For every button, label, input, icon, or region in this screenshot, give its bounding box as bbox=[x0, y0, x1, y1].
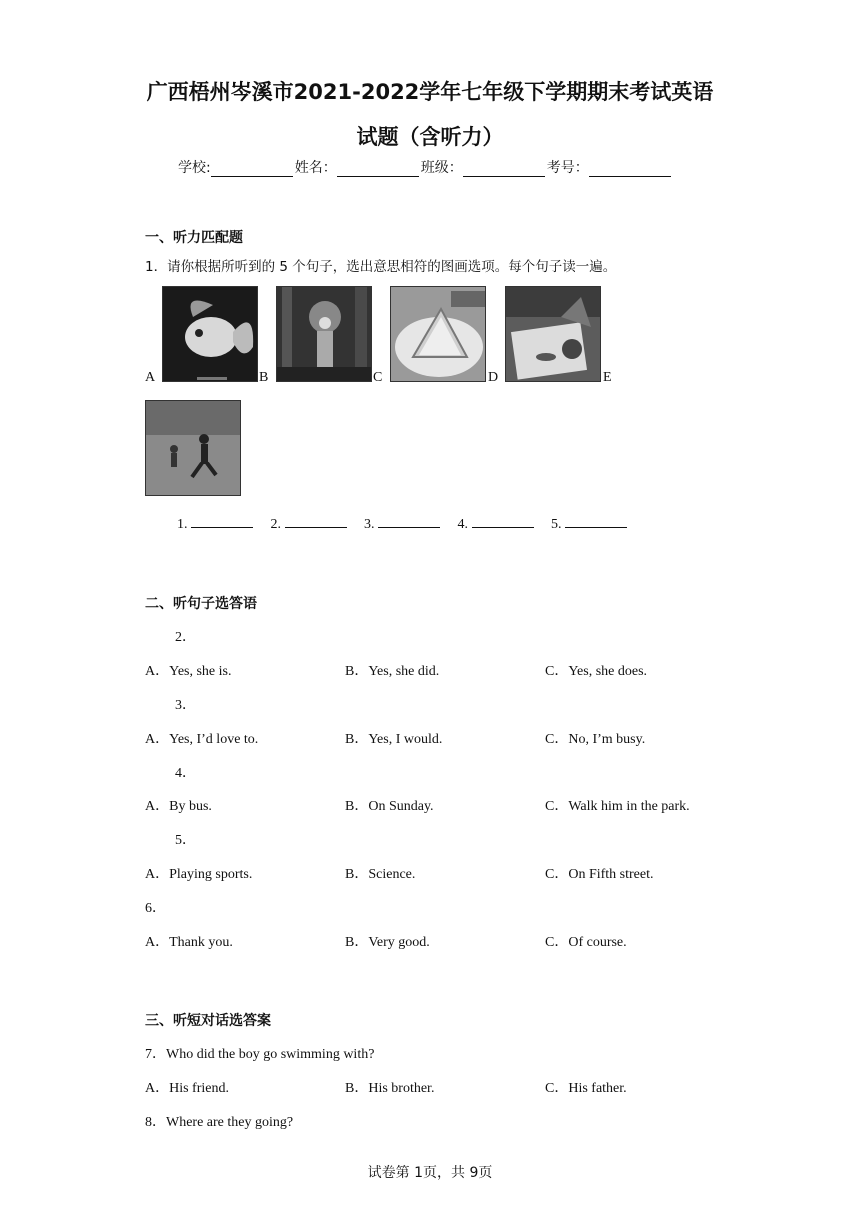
option-a[interactable]: A．By bus. bbox=[145, 799, 212, 814]
option-c[interactable]: C．No, I’m busy. bbox=[545, 732, 646, 747]
option-a[interactable]: A．Yes, she is. bbox=[145, 664, 232, 679]
question7-text: 7．Who did the boy go swimming with? bbox=[145, 1047, 375, 1062]
image-letter-d: D bbox=[488, 370, 499, 385]
option-a[interactable]: A．His friend. bbox=[145, 1081, 229, 1096]
option-c[interactable]: C．Yes, she does. bbox=[545, 664, 648, 679]
answer-blank-2[interactable] bbox=[285, 514, 347, 528]
blank-number: 2. bbox=[270, 517, 281, 532]
blank-number: 3. bbox=[364, 517, 375, 532]
exam-no-blank[interactable] bbox=[589, 162, 671, 177]
school-label: 学校: bbox=[178, 160, 211, 176]
question-number: 2． bbox=[175, 630, 196, 645]
ice-skating-photo-icon bbox=[145, 400, 241, 496]
section2-heading: 二、听句子选答语 bbox=[145, 596, 257, 612]
answer-blank-1[interactable] bbox=[191, 514, 253, 528]
answer-blanks-row bbox=[175, 514, 639, 533]
question-number: 6． bbox=[145, 901, 166, 916]
answer-blank-3[interactable] bbox=[378, 514, 440, 528]
option-a[interactable]: A．Thank you. bbox=[145, 935, 233, 950]
exam-no-label: 考号： bbox=[546, 160, 589, 176]
class-blank[interactable] bbox=[463, 162, 545, 177]
blank-number: 5. bbox=[551, 517, 562, 532]
option-b[interactable]: B．Yes, I would. bbox=[345, 732, 443, 747]
option-c[interactable]: C．His father. bbox=[545, 1081, 627, 1096]
section3-heading: 三、听短对话选答案 bbox=[145, 1013, 271, 1029]
answer-blank-4[interactable] bbox=[472, 514, 534, 528]
option-c[interactable]: C．Walk him in the park. bbox=[545, 799, 690, 814]
option-b[interactable]: B．His brother. bbox=[345, 1081, 435, 1096]
name-label: 姓名： bbox=[294, 160, 337, 176]
option-b[interactable]: B．Very good. bbox=[345, 935, 430, 950]
option-b[interactable]: B．Yes, she did. bbox=[345, 664, 440, 679]
page-footer: 试卷第 1页，共 9页 bbox=[367, 1165, 493, 1181]
goldfish-photo-icon bbox=[162, 286, 258, 382]
school-blank[interactable] bbox=[211, 162, 293, 177]
page-title-line1: 广西梧州岑溪市2021-2022学年七年级下学期期末考试英语 bbox=[146, 80, 714, 104]
question-number: 3． bbox=[175, 698, 196, 713]
option-a[interactable]: A．Yes, I’d love to. bbox=[145, 732, 259, 747]
question-number: 5． bbox=[175, 833, 196, 848]
question8-text: 8．Where are they going? bbox=[145, 1115, 294, 1130]
image-letter-b: B bbox=[259, 370, 269, 385]
question1-instruction: 1．请你根据所听到的 5 个句子，选出意思相符的图画选项。每个句子读一遍。 bbox=[145, 259, 617, 275]
picnic-food-photo-icon bbox=[505, 286, 601, 382]
option-c[interactable]: C．Of course. bbox=[545, 935, 627, 950]
name-blank[interactable] bbox=[337, 162, 419, 177]
page-title-line2: 试题（含听力） bbox=[356, 125, 504, 149]
question-number: 4． bbox=[175, 766, 196, 781]
fantasy-forest-photo-icon bbox=[276, 286, 372, 382]
option-a[interactable]: A．Playing sports. bbox=[145, 867, 253, 882]
option-c[interactable]: C．On Fifth street. bbox=[545, 867, 654, 882]
image-letter-e: E bbox=[603, 370, 612, 385]
option-b[interactable]: B．On Sunday. bbox=[345, 799, 434, 814]
class-label: 班级： bbox=[420, 160, 463, 176]
sandwich-photo-icon bbox=[390, 286, 486, 382]
image-letter-a: A bbox=[145, 370, 156, 385]
section1-heading: 一、听力匹配题 bbox=[145, 230, 243, 246]
option-b[interactable]: B．Science. bbox=[345, 867, 416, 882]
blank-number: 1. bbox=[177, 517, 188, 532]
image-letter-c: C bbox=[373, 370, 383, 385]
answer-blank-5[interactable] bbox=[565, 514, 627, 528]
student-info-row bbox=[178, 157, 673, 177]
blank-number: 4. bbox=[457, 517, 468, 532]
